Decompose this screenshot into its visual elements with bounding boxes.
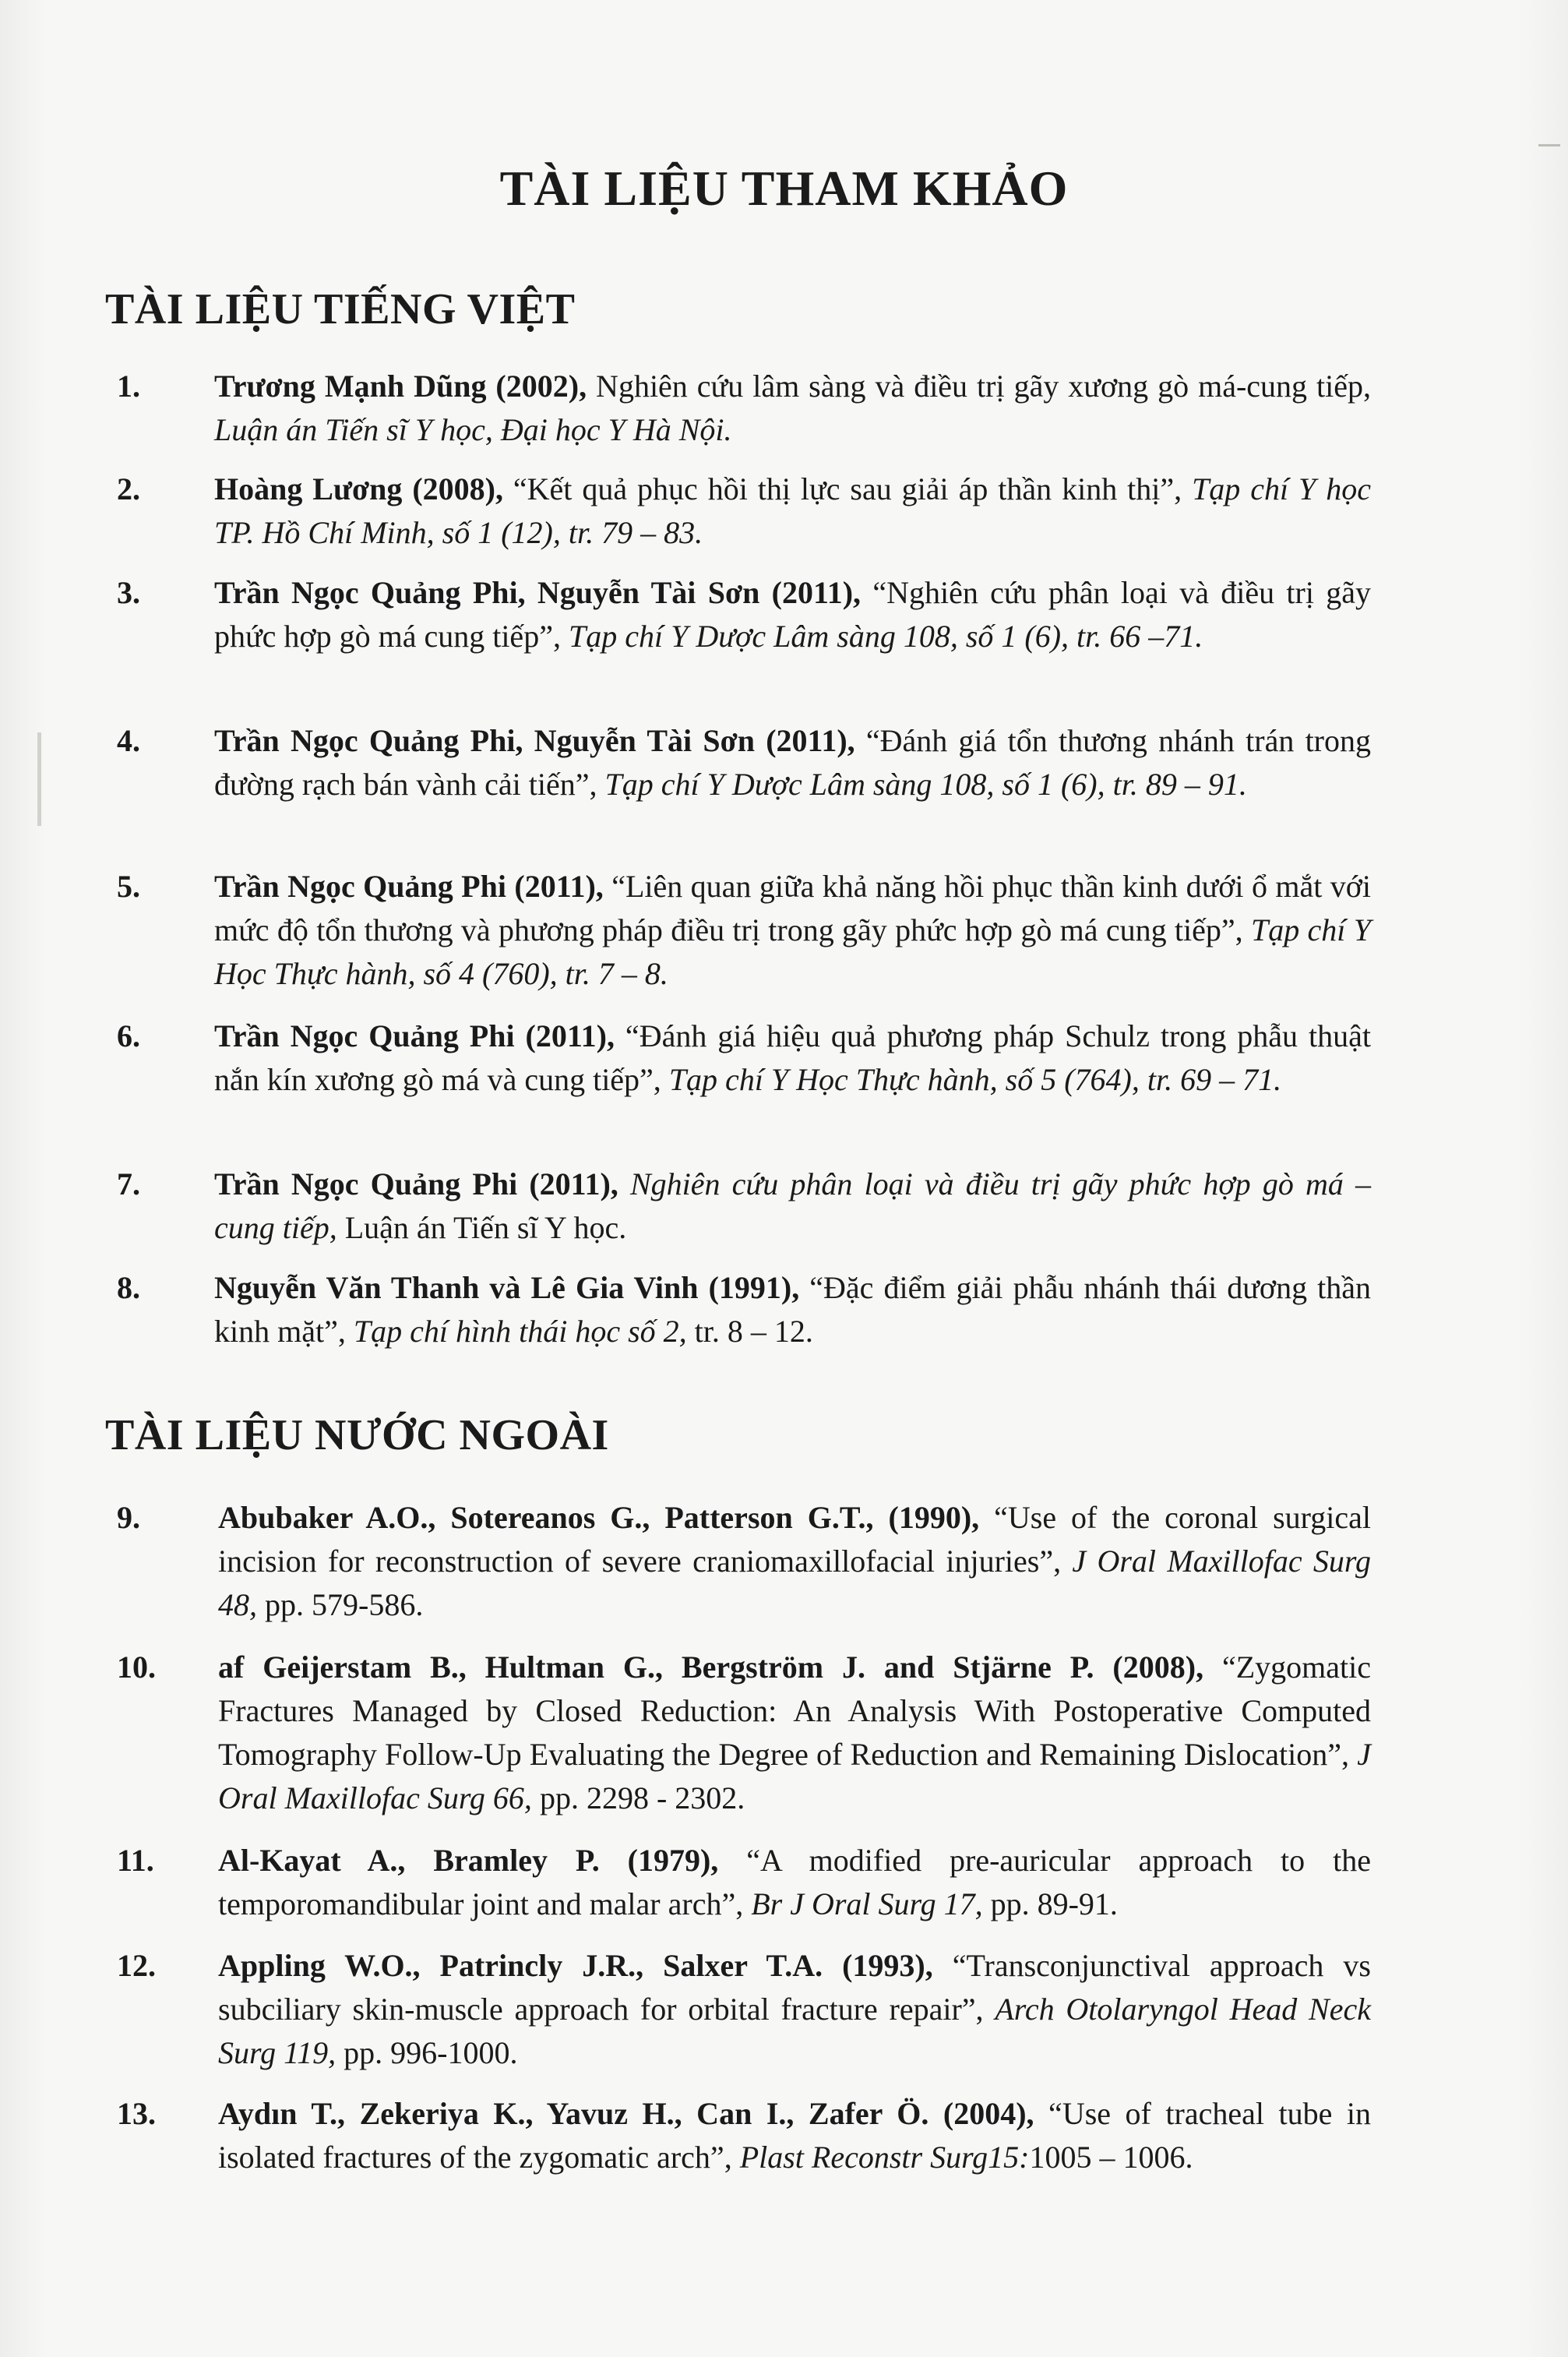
reference-journal: Luận án Tiến sĩ Y học, Đại học Y Hà Nội. <box>214 412 732 447</box>
reference-number: 2. <box>117 471 140 506</box>
reference-text <box>214 1014 1371 1102</box>
reference-title: “Kết quả phục hồi thị lực sau giải áp thần kinh thị”, <box>502 471 1193 506</box>
reference-number: 7. <box>117 1166 140 1201</box>
section-heading-foreign: TÀI LIỆU NƯỚC NGOÀI <box>105 1411 609 1459</box>
reference-pages: pp. 89-91. <box>982 1886 1118 1921</box>
reference-text <box>218 1496 1371 1627</box>
reference-authors: Trần Ngọc Quảng Phi (2011), <box>214 869 604 904</box>
reference-authors: af Geijerstam B., Hultman G., Bergström J. and Stjärne P. (2008), <box>218 1650 1204 1685</box>
reference-title: “Đánh giá hiệu quả phương pháp Schulz trong phẫu thuật nắn kín xương gò má và cung tiếp”, <box>214 1018 1371 1097</box>
scan-artifact-mark <box>37 732 41 826</box>
reference-journal: Nghiên cứu phân loại và điều trị gãy phức hợp gò má – cung tiếp, <box>214 1166 1372 1245</box>
reference-authors: Nguyễn Văn Thanh và Lê Gia Vinh (1991), <box>214 1270 800 1305</box>
reference-text <box>214 571 1371 658</box>
reference-text <box>214 468 1371 555</box>
reference-number: 4. <box>117 723 140 758</box>
reference-authors: Trần Ngọc Quảng Phi, Nguyễn Tài Sơn (2011), <box>214 723 855 758</box>
reference-title: “A modified pre-auricular approach to the temporomandibular joint and malar arch”, <box>218 1843 1371 1921</box>
reference-authors: Al-Kayat A., Bramley P. (1979), <box>218 1843 719 1878</box>
reference-journal: Tạp chí Y Dược Lâm sàng 108, số 1 (6), tr. 66 –71. <box>568 619 1203 654</box>
reference-authors: Appling W.O., Patrincly J.R., Salxer T.A. (1993), <box>218 1948 933 1983</box>
reference-authors: Abubaker A.O., Sotereanos G., Patterson G.T., (1990), <box>218 1500 980 1535</box>
reference-journal: Tạp chí Y học TP. Hồ Chí Minh, số 1 (12), tr. 79 – 83. <box>214 471 1371 550</box>
reference-authors: Trương Mạnh Dũng (2002), <box>214 369 587 404</box>
reference-pages: pp. 2298 - 2302. <box>531 1780 745 1815</box>
reference-journal: Tạp chí Y Học Thực hành, số 5 (764), tr. 69 – 71. <box>668 1062 1282 1097</box>
reference-title: “Use of the coronal surgical incision for reconstruction of severe craniomaxillofacial injuries”, <box>218 1500 1371 1579</box>
reference-title: “Liên quan giữa khả năng hồi phục thần kinh dưới ổ mắt với mức độ tổn thương và phương pháp điều trị trong gãy phức hợp gò má cung tiếp”, <box>214 869 1371 947</box>
reference-authors: Aydın T., Zekeriya K., Yavuz H., Can I., Zafer Ö. (2004), <box>218 2096 1034 2131</box>
reference-journal: J Oral Maxillofac Surg 48, <box>218 1544 1371 1622</box>
section-heading-vietnamese: TÀI LIỆU TIẾNG VIỆT <box>105 285 576 333</box>
reference-number: 13. <box>117 2096 156 2131</box>
reference-text <box>214 1266 1371 1353</box>
reference-pages: pp. 996-1000. <box>336 2035 518 2070</box>
reference-title: “Transconjunctival approach vs subciliary skin-muscle approach for orbital fracture repair”, <box>218 1948 1371 2027</box>
reference-number: 8. <box>117 1270 140 1305</box>
reference-pages: Luận án Tiến sĩ Y học. <box>337 1210 627 1245</box>
reference-authors: Trần Ngọc Quảng Phi, Nguyễn Tài Sơn (2011), <box>214 575 862 610</box>
reference-pages: 1005 – 1006. <box>1029 2140 1193 2175</box>
reference-authors: Hoàng Lương (2008), <box>214 471 503 506</box>
reference-text <box>214 719 1371 806</box>
reference-text <box>218 1944 1371 2075</box>
reference-text <box>214 865 1371 996</box>
reference-text <box>218 1839 1371 1926</box>
reference-number: 1. <box>117 369 140 404</box>
reference-text <box>218 1646 1371 1820</box>
reference-number: 3. <box>117 575 140 610</box>
reference-journal: Plast Reconstr Surg15: <box>739 2140 1030 2175</box>
reference-title: “Nghiên cứu phân loại và điều trị gãy phức hợp gò má cung tiếp”, <box>214 575 1371 654</box>
reference-journal: Br J Oral Surg 17, <box>751 1886 983 1921</box>
reference-text <box>218 2092 1371 2179</box>
reference-number: 10. <box>117 1650 156 1685</box>
reference-title: “Use of tracheal tube in isolated fractures of the zygomatic arch”, <box>218 2096 1371 2175</box>
reference-journal: Tạp chí hình thái học số 2, <box>353 1314 687 1349</box>
reference-journal: Arch Otolaryngol Head Neck Surg 119, <box>218 1992 1371 2070</box>
scan-artifact-mark <box>1538 144 1560 146</box>
reference-number: 6. <box>117 1018 140 1053</box>
reference-title: “Zygomatic Fractures Managed by Closed Reduction: An Analysis With Postoperative Computed Tomography Follow-Up Evaluating the Degree of Reduction and Remaining Dislocation”, <box>218 1650 1372 1772</box>
page-title: TÀI LIỆU THAM KHẢO <box>499 161 1069 216</box>
reference-number: 11. <box>117 1843 154 1878</box>
reference-authors: Trần Ngọc Quảng Phi (2011), <box>214 1018 615 1053</box>
reference-pages: pp. 579-586. <box>257 1587 424 1622</box>
reference-title: Nghiên cứu lâm sàng và điều trị gãy xương gò má-cung tiếp, <box>587 369 1371 404</box>
reference-number: 12. <box>117 1948 156 1983</box>
reference-number: 5. <box>117 869 140 904</box>
reference-journal: Tạp chí Y Học Thực hành, số 4 (760), tr. 7 – 8. <box>214 912 1371 991</box>
reference-journal: Tạp chí Y Dược Lâm sàng 108, số 1 (6), tr. 89 – 91. <box>604 767 1247 802</box>
reference-pages: tr. 8 – 12. <box>686 1314 813 1349</box>
reference-number: 9. <box>117 1500 140 1535</box>
reference-title: “Đánh giá tổn thương nhánh trán trong đường rạch bán vành cải tiến”, <box>214 723 1372 802</box>
reference-title <box>618 1166 630 1201</box>
reference-title: “Đặc điểm giải phẫu nhánh thái dương thần kinh mặt”, <box>214 1270 1371 1349</box>
reference-text <box>214 1163 1371 1250</box>
reference-authors: Trần Ngọc Quảng Phi (2011), <box>214 1166 618 1201</box>
reference-text <box>214 365 1371 452</box>
reference-journal: J Oral Maxillofac Surg 66, <box>218 1737 1371 1815</box>
